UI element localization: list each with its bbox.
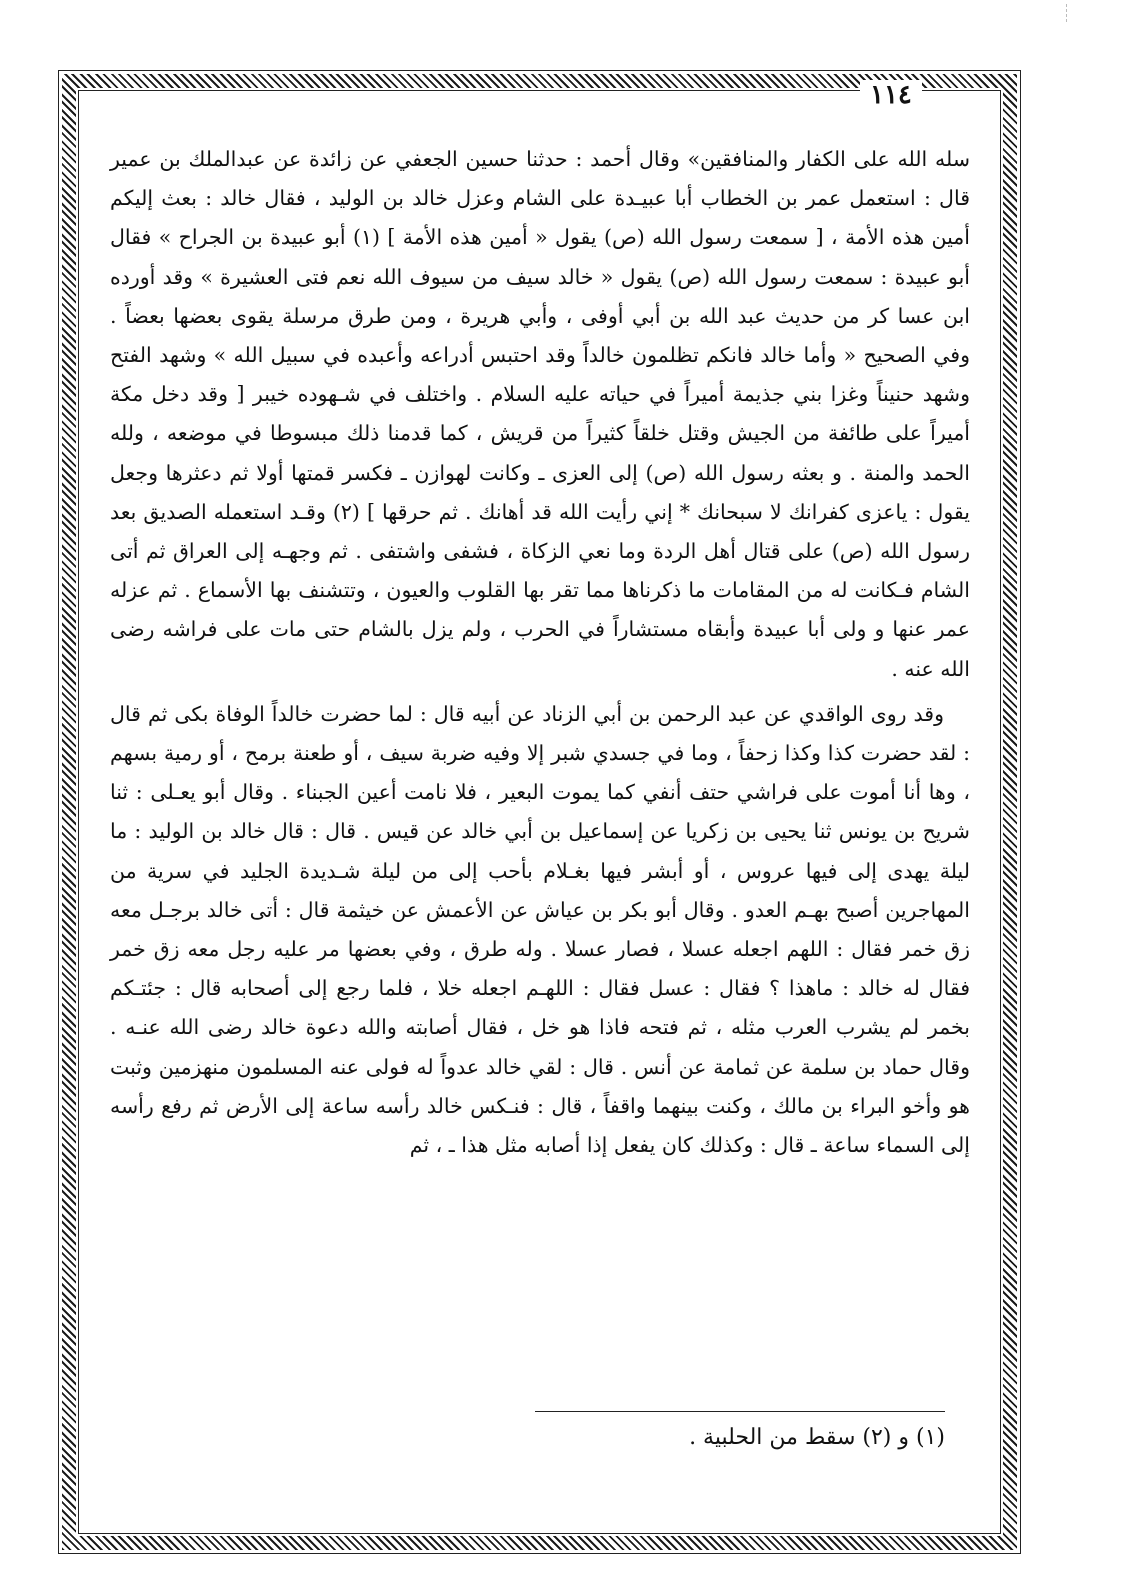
paragraph: وقد روى الواقدي عن عبد الرحمن بن أبي الزناد عن أبيه قال : لما حضرت خالداً الوفاة بكى ثم قال : لقد حضرت كذا وكذا زحفاً ، وما في جسدي شبر إلا وفيه ضربة سيف ، أو طعنة برمح ، أو رمية بسهم ، وها أنا أموت على فراشي حتف أنفي كما يموت البعير ، فلا نامت أعين الجبناء . وقال أبو يعـلى : ثنا شريح بن يونس ثنا يحيى بن زكريا عن إسماعيل بن أبي خالد عن قيس . قال : قال خالد بن الوليد : ما ليلة يهدى إلى فيها عروس ، أو أبشر فيها بغـلام بأحب إلى من ليلة شـديدة الجليد في سرية من المهاجرين أصبح بهـم العدو . وقال أبو بكر بن عياش عن الأعمش عن خيثمة قال : أتى خالد برجـل معه زق خمر فقال : اللهم اجعله عسلا ، فصار عسلا . وله طرق ، وفي بعضها مر عليه رجل معه زق خمر فقال له خالد : ماهذا ؟ فقال : عسل فقال : اللهـم اجعله خلا ، فلما رجع إلى أصحابه قال : جئتـكم بخمر لم يشرب العرب مثله ، ثم فتحه فاذا هو خل ، فقال أصابته والله دعوة خالد رضى الله عنـه . وقال حماد بن سلمة عن ثمامة عن أنس . قال : لقي خالد عدواً له فولى عنه المسلمون منهزمين وثبت هو وأخو البراء بن مالك ، وكنت بينهما واقفاً ، قال : فنـكس خالد رأسه ساعة إلى الأرض ثم رفع رأسه إلى السماء ساعة ـ قال : وكذلك كان يفعل إذا أصابه مثل هذا ـ ، ثم [110, 701, 970, 1158]
page-body [110, 140, 970, 1440]
scan-margin-mark [1066, 4, 1068, 22]
page-number: ١١٤ [860, 80, 922, 110]
footnote-separator [535, 1411, 945, 1412]
footnote: (١) و (٢) سقط من الحلبية . [689, 1425, 945, 1450]
paragraph: سله الله على الكفار والمنافقين» وقال أحمد : حدثنا حسين الجعفي عن زائدة عن عبدالملك بن عمير قال : استعمل عمر بن الخطاب أبا عبيـدة على الشام وعزل خالد بن الوليد ، فقال خالد : بعث إليكم أمين هذه الأمة ، [ سمعت رسول الله (ص) يقول « أمين هذه الأمة ] (١) أبو عبيدة بن الجراح » فقال أبو عبيدة : سمعت رسول الله (ص) يقول « خالد سيف من سيوف الله نعم فتى العشيرة » وقد أورده ابن عسا كر من حديث عبد الله بن أبي أوفى ، وأبي هريرة ، ومن طرق مرسلة يقوى بعضها بعضاً . وفي الصحيح « وأما خالد فانكم تظلمون خالداً وقد احتبس أدراعه وأعبده في سبيل الله » وشهد الفتح وشهد حنيناً وغزا بني جذيمة أميراً في حياته عليه السلام . واختلف في شـهوده خيبر [ وقد دخل مكة أميراً على طائفة من الجيش وقتل خلقاً كثيراً من قريش ، كما قدمنا ذلك مبسوطا في موضعه ، ولله الحمد والمنة . و بعثه رسول الله (ص) إلى العزى ـ وكانت لهوازن ـ فكسر قمتها أولا ثم دعثرها وجعل يقول : ياعزى كفرانك لا سبحانك * إني رأيت الله قد أهانك . ثم حرقها ] (٢) وقـد استعمله الصديق بعد رسول الله (ص) على قتال أهل الردة وما نعي الزكاة ، فشفى واشتفى . ثم وجهـه إلى العراق ثم أتى الشام فـكانت له من المقامات ما ذكرناها مما تقر بها القلوب والعيون ، وتتشنف بها الأسماع . ثم عزله عمر عنها و ولى أبا عبيدة وأبقاه مستشاراً في الحرب ، ولم يزل بالشام حتى مات على فراشه رضى الله عنه . [110, 147, 970, 681]
